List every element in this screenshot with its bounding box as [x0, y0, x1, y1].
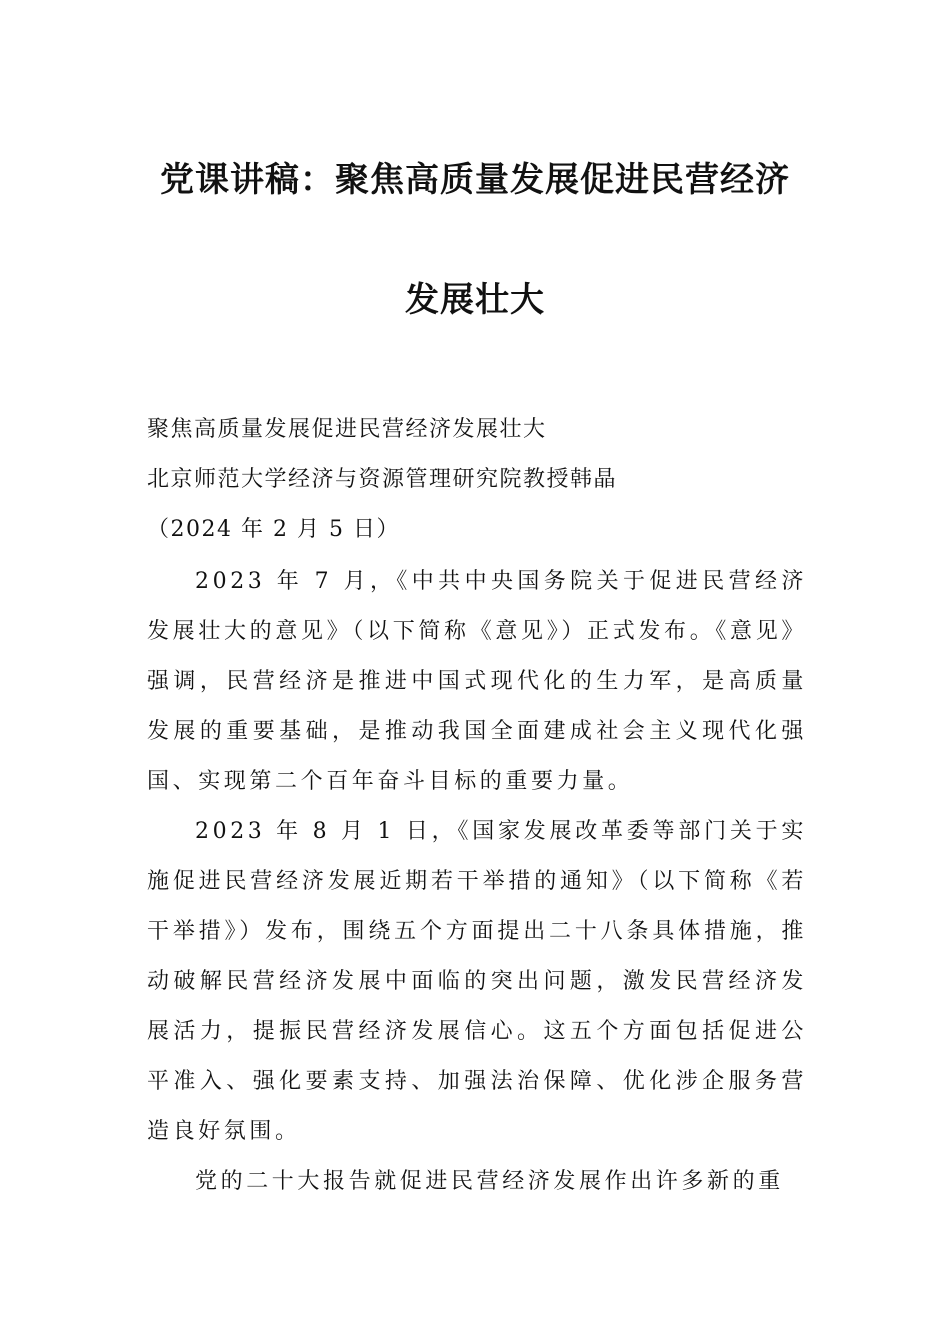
body-paragraph: 2023 年 8 月 1 日，《国家发展改革委等部门关于实施促进民营经济发展近期若干举措的通知》（以下简称《若干举措》）发布，围绕五个方面提出二十八条具体措施，推动破解民营经济发展中面临的突出问题，激发民营经济发展活力，提振民营经济发展信心。这五个方面包括促进公平准入、强化要素支持、加强法治保障、优化涉企服务营造良好氛围。 — [147, 819, 807, 1144]
document-subtitle: 聚焦高质量发展促进民营经济发展壮大 — [147, 417, 547, 442]
body-paragraph: 2023 年 7 月，《中共中央国务院关于促进民营经济发展壮大的意见》（以下简称《意见》）正式发布。《意见》强调，民营经济是推进中国式现代化的生力军，是高质量发展的重要基础，是推动我国全面建成社会主义现代化强国、实现第二个百年奋斗目标的重要力量。 — [147, 569, 807, 794]
document-title-line-2: 发展壮大 — [405, 280, 545, 320]
document-author: 北京师范大学经济与资源管理研究院教授韩晶 — [147, 467, 618, 492]
document-date: （2024 年 2 月 5 日） — [147, 517, 400, 542]
body-paragraph: 党的二十大报告就促进民营经济发展作出许多新的重 — [195, 1169, 784, 1194]
document-title-line-1: 党课讲稿：聚焦高质量发展促进民营经济 — [160, 160, 790, 200]
